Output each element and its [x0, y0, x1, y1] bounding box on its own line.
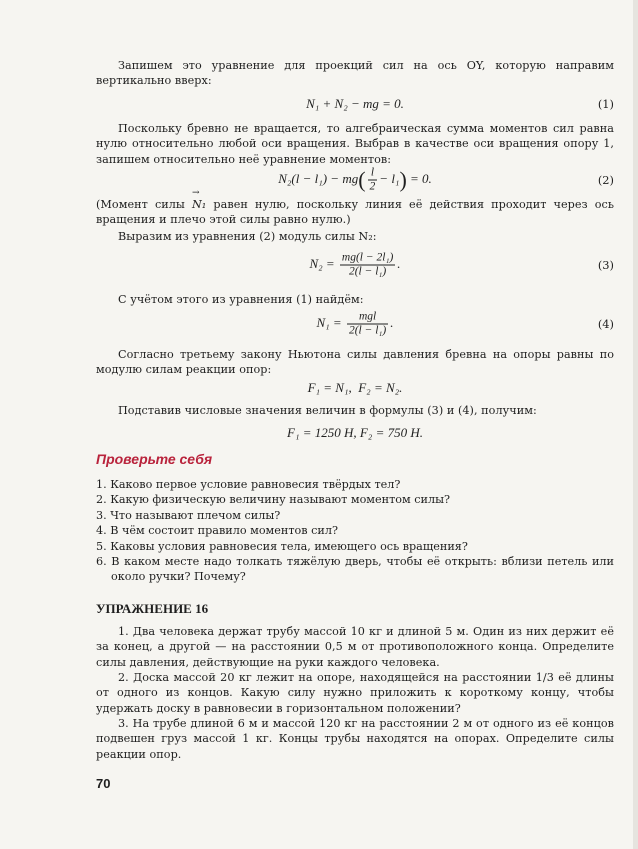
equation-5-formula: F₁ = N₁, F₂ = N₂.	[307, 380, 403, 395]
eq2-frac-denominator: 2	[369, 180, 376, 193]
question-item: 1. Каково первое условие равновесия твёрдых тел?	[96, 478, 401, 491]
eq3-end: .	[397, 255, 401, 271]
paragraph-moment-note	[96, 197, 614, 228]
eq2-left: N₂(l − l₁) − mg	[278, 170, 359, 186]
eq4-fraction	[347, 311, 388, 338]
para3-end: равен нулю, поскольку линия её действия проходит через ось вращения и плечо этой силы равно нулю.)	[96, 198, 615, 227]
equation-3-formula	[96, 252, 614, 279]
vector-n1: → N₁	[192, 197, 206, 212]
question-item: 6. В каком месте надо толкать тяжёлую дверь, чтобы её открыть: вблизи петель или около ручки? Почему?	[96, 555, 614, 584]
eq3-left: N₂ =	[309, 255, 335, 271]
eq3-fraction	[340, 252, 395, 279]
equation-3-number: (3)	[597, 258, 614, 272]
equation-3	[96, 248, 614, 282]
question-item: 5. Каковы условия равновесия тела, имеющего ось вращения?	[96, 539, 468, 553]
page-edge-shadow	[633, 0, 638, 849]
equation-4-formula	[96, 311, 614, 338]
equation-5	[96, 376, 614, 400]
equation-4	[96, 307, 614, 341]
eq2-paren-close: )	[399, 167, 407, 192]
equation-1	[96, 88, 614, 120]
paragraph-find-n1: С учётом этого из уравнения (1) найдём:	[118, 293, 364, 306]
equation-4-number: (4)	[597, 317, 614, 331]
equation-2-number: (2)	[597, 173, 614, 187]
equation-6-formula: F₁ = 1250 Н, F₂ = 750 Н.	[287, 425, 423, 440]
equation-1-formula: N₁ + N₂ − mg = 0.	[306, 96, 404, 111]
equation-6	[96, 421, 614, 445]
para3-start: (Момент силы	[96, 198, 185, 211]
exercise-heading: УПРАЖНЕНИЕ 16	[96, 601, 209, 616]
eq4-end: .	[390, 314, 394, 330]
exercise-item-3: 3. На трубе длиной 6 м и массой 120 кг на расстоянии 2 м от одного из её концов подвешен груз массой 1 кг. Концы трубы находятся на опорах. Определите силы реакции опор.	[96, 717, 614, 761]
question-item: 2. Какую физическую величину называют моментом силы?	[96, 493, 451, 507]
equation-2	[96, 163, 614, 197]
paragraph-newton: Согласно третьему закону Ньютона силы давления бревна на опоры равны по модулю силам реакции опор:	[96, 348, 614, 377]
paragraph-substitute: Подставив числовые значения величин в формулы (3) и (4), получим:	[118, 404, 537, 417]
eq4-frac-denominator: 2(l − l₁)	[348, 324, 387, 337]
eq2-right: = 0.	[410, 170, 432, 186]
eq4-left: N₁ =	[316, 314, 342, 330]
paragraph-moments: Поскольку бревно не вращается, то алгебраическая сумма моментов сил равна нулю относительно любой оси вращения. Выбрав в качестве оси вращения опору 1, запишем относительно неё уравнение моментов:	[96, 122, 614, 166]
eq4-frac-numerator: mgl	[358, 310, 377, 323]
paragraph-express-n2: Выразим из уравнения (2) модуль силы N₂:	[118, 230, 377, 243]
eq2-paren-open: (	[358, 167, 366, 192]
eq2-frac-numerator: l	[370, 166, 375, 179]
equation-1-number: (1)	[597, 97, 614, 111]
question-list	[96, 477, 614, 585]
page-number: 70	[96, 776, 111, 791]
eq3-frac-numerator: mg(l − 2l₁)	[341, 251, 394, 264]
exercise-item-1: 1. Два человека держат трубу массой 10 кг и длиной 5 м. Один из них держит её за конец, а другой — на расстоянии 0,5 м от противоположного конца. Определите силы давления, действующие на руки каждого человека.	[96, 625, 614, 669]
question-item: 4. В чём состоит правило моментов сил?	[96, 524, 338, 538]
equation-2-formula	[96, 167, 614, 194]
exercise-item-2: 2. Доска массой 20 кг лежит на опоре, находящейся на расстоянии 1/3 её длины от одного из концов. Какую силу нужно приложить к короткому концу, чтобы удержать доску в равновесии в горизонтальном положении?	[96, 671, 614, 715]
eq2-fraction	[368, 167, 378, 194]
check-yourself-heading: Проверьте себя	[96, 451, 213, 467]
eq3-frac-denominator: 2(l − l₁)	[340, 265, 395, 279]
eq2-inner-rest: − l₁	[379, 170, 400, 186]
question-item: 3. Что называют плечом силы?	[96, 508, 281, 522]
paragraph-projection: Запишем это уравнение для проекций сил на ось OY, которую направим вертикально вверх:	[96, 59, 614, 88]
